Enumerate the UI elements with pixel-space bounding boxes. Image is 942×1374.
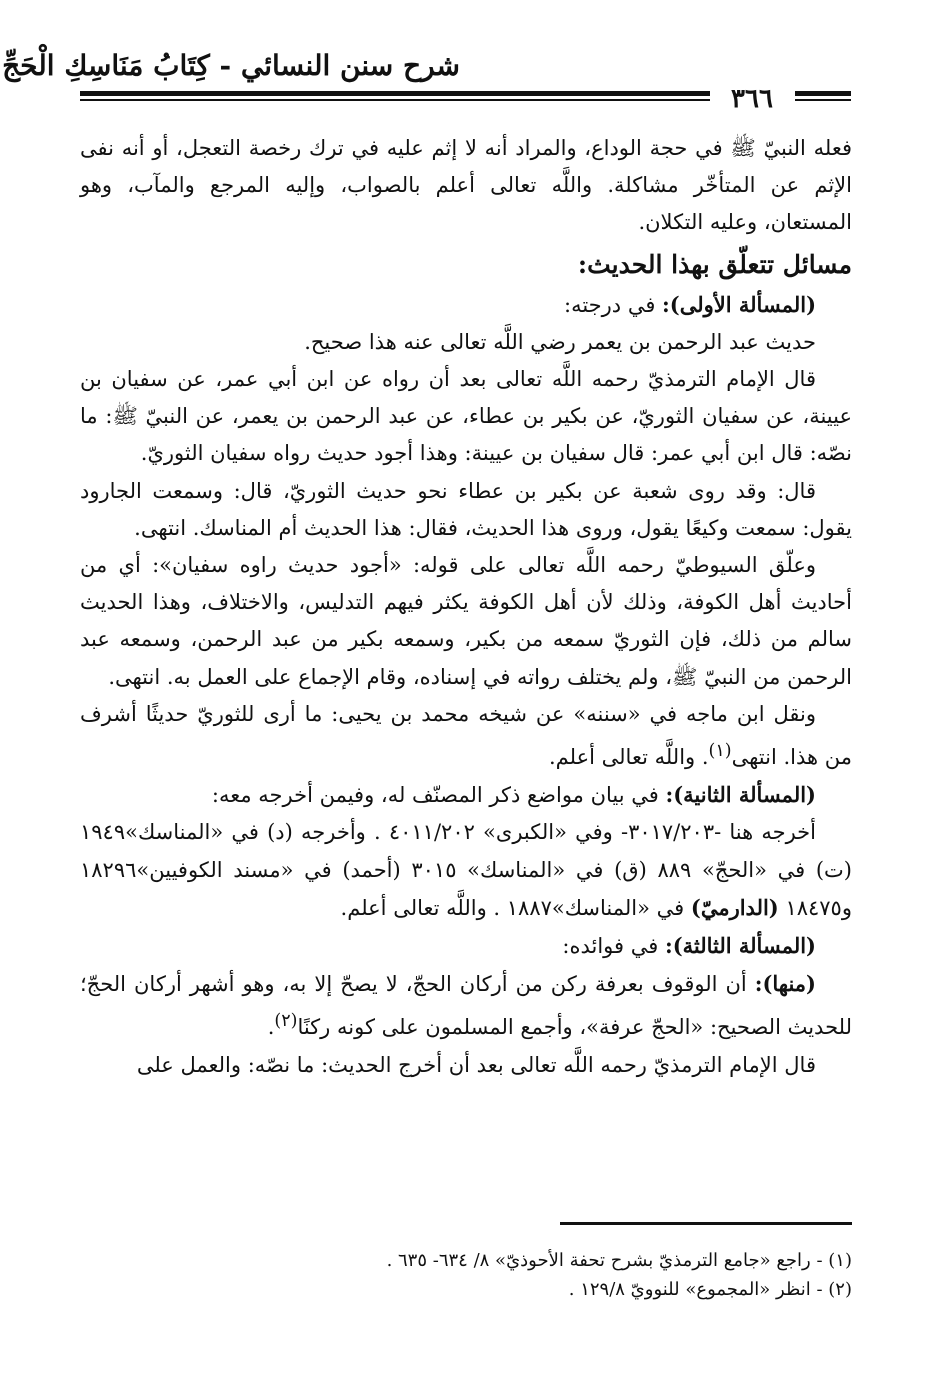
- paragraph-9: قال الإمام الترمذيّ رحمه اللَّه تعالى بعد أن أخرج الحديث: ما نصّه: والعمل على: [136, 1052, 816, 1077]
- paragraph-3: قال الإمام الترمذيّ رحمه اللَّه تعالى بعد أن رواه عن ابن أبي عمر، عن سفيان بن عيينة، عن سفيان الثوريّ، عن بكير بن عطاء، عن عبد الرحمن بن يعمر، عن النبيّ ﷺ: ما نصّه: قال ابن أبي عمر: قال سفيان بن عيينة: وهذا أجود حديث رواه سفيان الثوريّ.: [80, 367, 852, 466]
- paragraph-7-end: في «المناسك»١٨٨٧ . واللَّه تعالى أعلم.: [340, 895, 691, 920]
- header-rule-thin: [80, 99, 710, 101]
- paragraph-8-end: .: [267, 1015, 275, 1040]
- header-rule-right-thin: [795, 99, 851, 101]
- paragraph-5: وعلّق السيوطيّ رحمه اللَّه تعالى على قوله: «أجود حديث راوه سفيان»: أي من أحاديث أهل الكوفة، وذلك لأن أهل الكوفة يكثر فيهم التدليس، والاختلاف، وهذا الحديث سالم من ذلك، فإن الثوريّ سمعه من بكير، وسمعه بكير من عبد الرحمن، وسمعه عبد الرحمن من النبيّ ﷺ، ولم يختلف رواته في إسناده، وقام الإجماع على العمل به. انتهى.: [80, 553, 852, 689]
- paragraph-8: [80, 965, 852, 1046]
- issue-1-text: في درجته:: [564, 292, 663, 317]
- paragraph-7-text: أخرجه هنا -٣٠١٧/٢٠٣- وفي «الكبرى» ٤٠١١/٢٠٢ . وأخرجه (د) في «المناسك»١٩٤٩ (ت) في «الحجّ» ٨٨٩ (ق) في «المناسك» ٣٠١٥ (أحمد) في «مسند الكوفيين»١٨٢٩٦ و١٨٤٧٥: [80, 820, 852, 920]
- paragraph-6-text: ونقل ابن ماجه في «سننه» عن شيخه محمد بن يحيى: ما أرى للثوريّ حديثًا أشرف من هذا. انتهى: [80, 701, 852, 770]
- footnote-ref-1: (١): [708, 741, 732, 762]
- darimi-label: (الدارميّ): [690, 894, 779, 920]
- issue-3-text: في فوائده:: [562, 934, 665, 959]
- paragraph-8-label: (منها):: [754, 971, 816, 997]
- issue-2-label: (المسألة الثانية):: [665, 782, 816, 808]
- issue-2-text: في بيان مواضع ذكر المصنّف له، وفيمن أخرجه معه:: [211, 783, 666, 808]
- paragraph-6: [80, 696, 852, 776]
- issue-3-label: (المسألة الثالثة):: [664, 933, 816, 959]
- paragraph-6-end: . واللَّه تعالى أعلم.: [549, 745, 709, 770]
- issue-1-label: (المسألة الأولى):: [662, 291, 816, 317]
- header-rule-right-thick: [795, 91, 851, 96]
- footnote-1: (١) - راجع «جامع الترمذيّ بشرح تحفة الأحوذيّ» ٨/ ٦٣٤- ٦٣٥ .: [386, 1250, 852, 1271]
- paragraph-2: حديث عبد الرحمن بن يعمر رضي اللَّه تعالى عنه هذا صحيح.: [304, 329, 816, 354]
- issue-3: [80, 927, 852, 965]
- section-heading: مسائل تتعلّق بهذا الحديث:: [577, 249, 852, 279]
- issue-1: [80, 286, 852, 324]
- paragraph-7: [80, 814, 852, 927]
- paragraph-4: قال: وقد روى شعبة عن بكير بن عطاء نحو حديث الثوريّ، قال: وسمعت الجارود يقول: سمعت وكيعًا يقول، وروى هذا الحديث، فقال: هذا الحديث أم المناسك. انتهى.: [80, 478, 852, 540]
- page-number: ٣٦٦: [731, 84, 773, 114]
- paragraph-8-text: أن الوقوف بعرفة ركن من أركان الحجّ، لا يصحّ إلا به، وهو أشهر أركان الحجّ؛ للحديث الصحيح: «الحجّ عرفة»، وأجمع المسلمون على كونه ركنًا: [80, 972, 852, 1040]
- paragraph-1: فعله النبيّ ﷺ في حجة الوداع، والمراد أنه لا إثم عليه في ترك رخصة التعجل، أو أنه نفى الإثم عن المتأخّر مشاكلة. واللَّه تعالى أعلم بالصواب، وإليه المرجع والمآب، وهو المستعان، وعليه التكلان.: [80, 136, 852, 235]
- issue-2: [80, 776, 852, 814]
- footnote-ref-2: (٢): [274, 1011, 298, 1032]
- running-title: شرح سنن النسائي - كِتَابُ مَنَاسِكِ الْحَجِّ: [2, 49, 460, 82]
- body-text: [80, 130, 852, 1084]
- footnotes: [80, 1246, 852, 1304]
- header-rule-thick: [80, 91, 710, 96]
- footnote-rule: [560, 1222, 852, 1225]
- footnote-2: (٢) - انظر «المجموع» للنوويّ ١٢٩/٨ .: [568, 1279, 852, 1300]
